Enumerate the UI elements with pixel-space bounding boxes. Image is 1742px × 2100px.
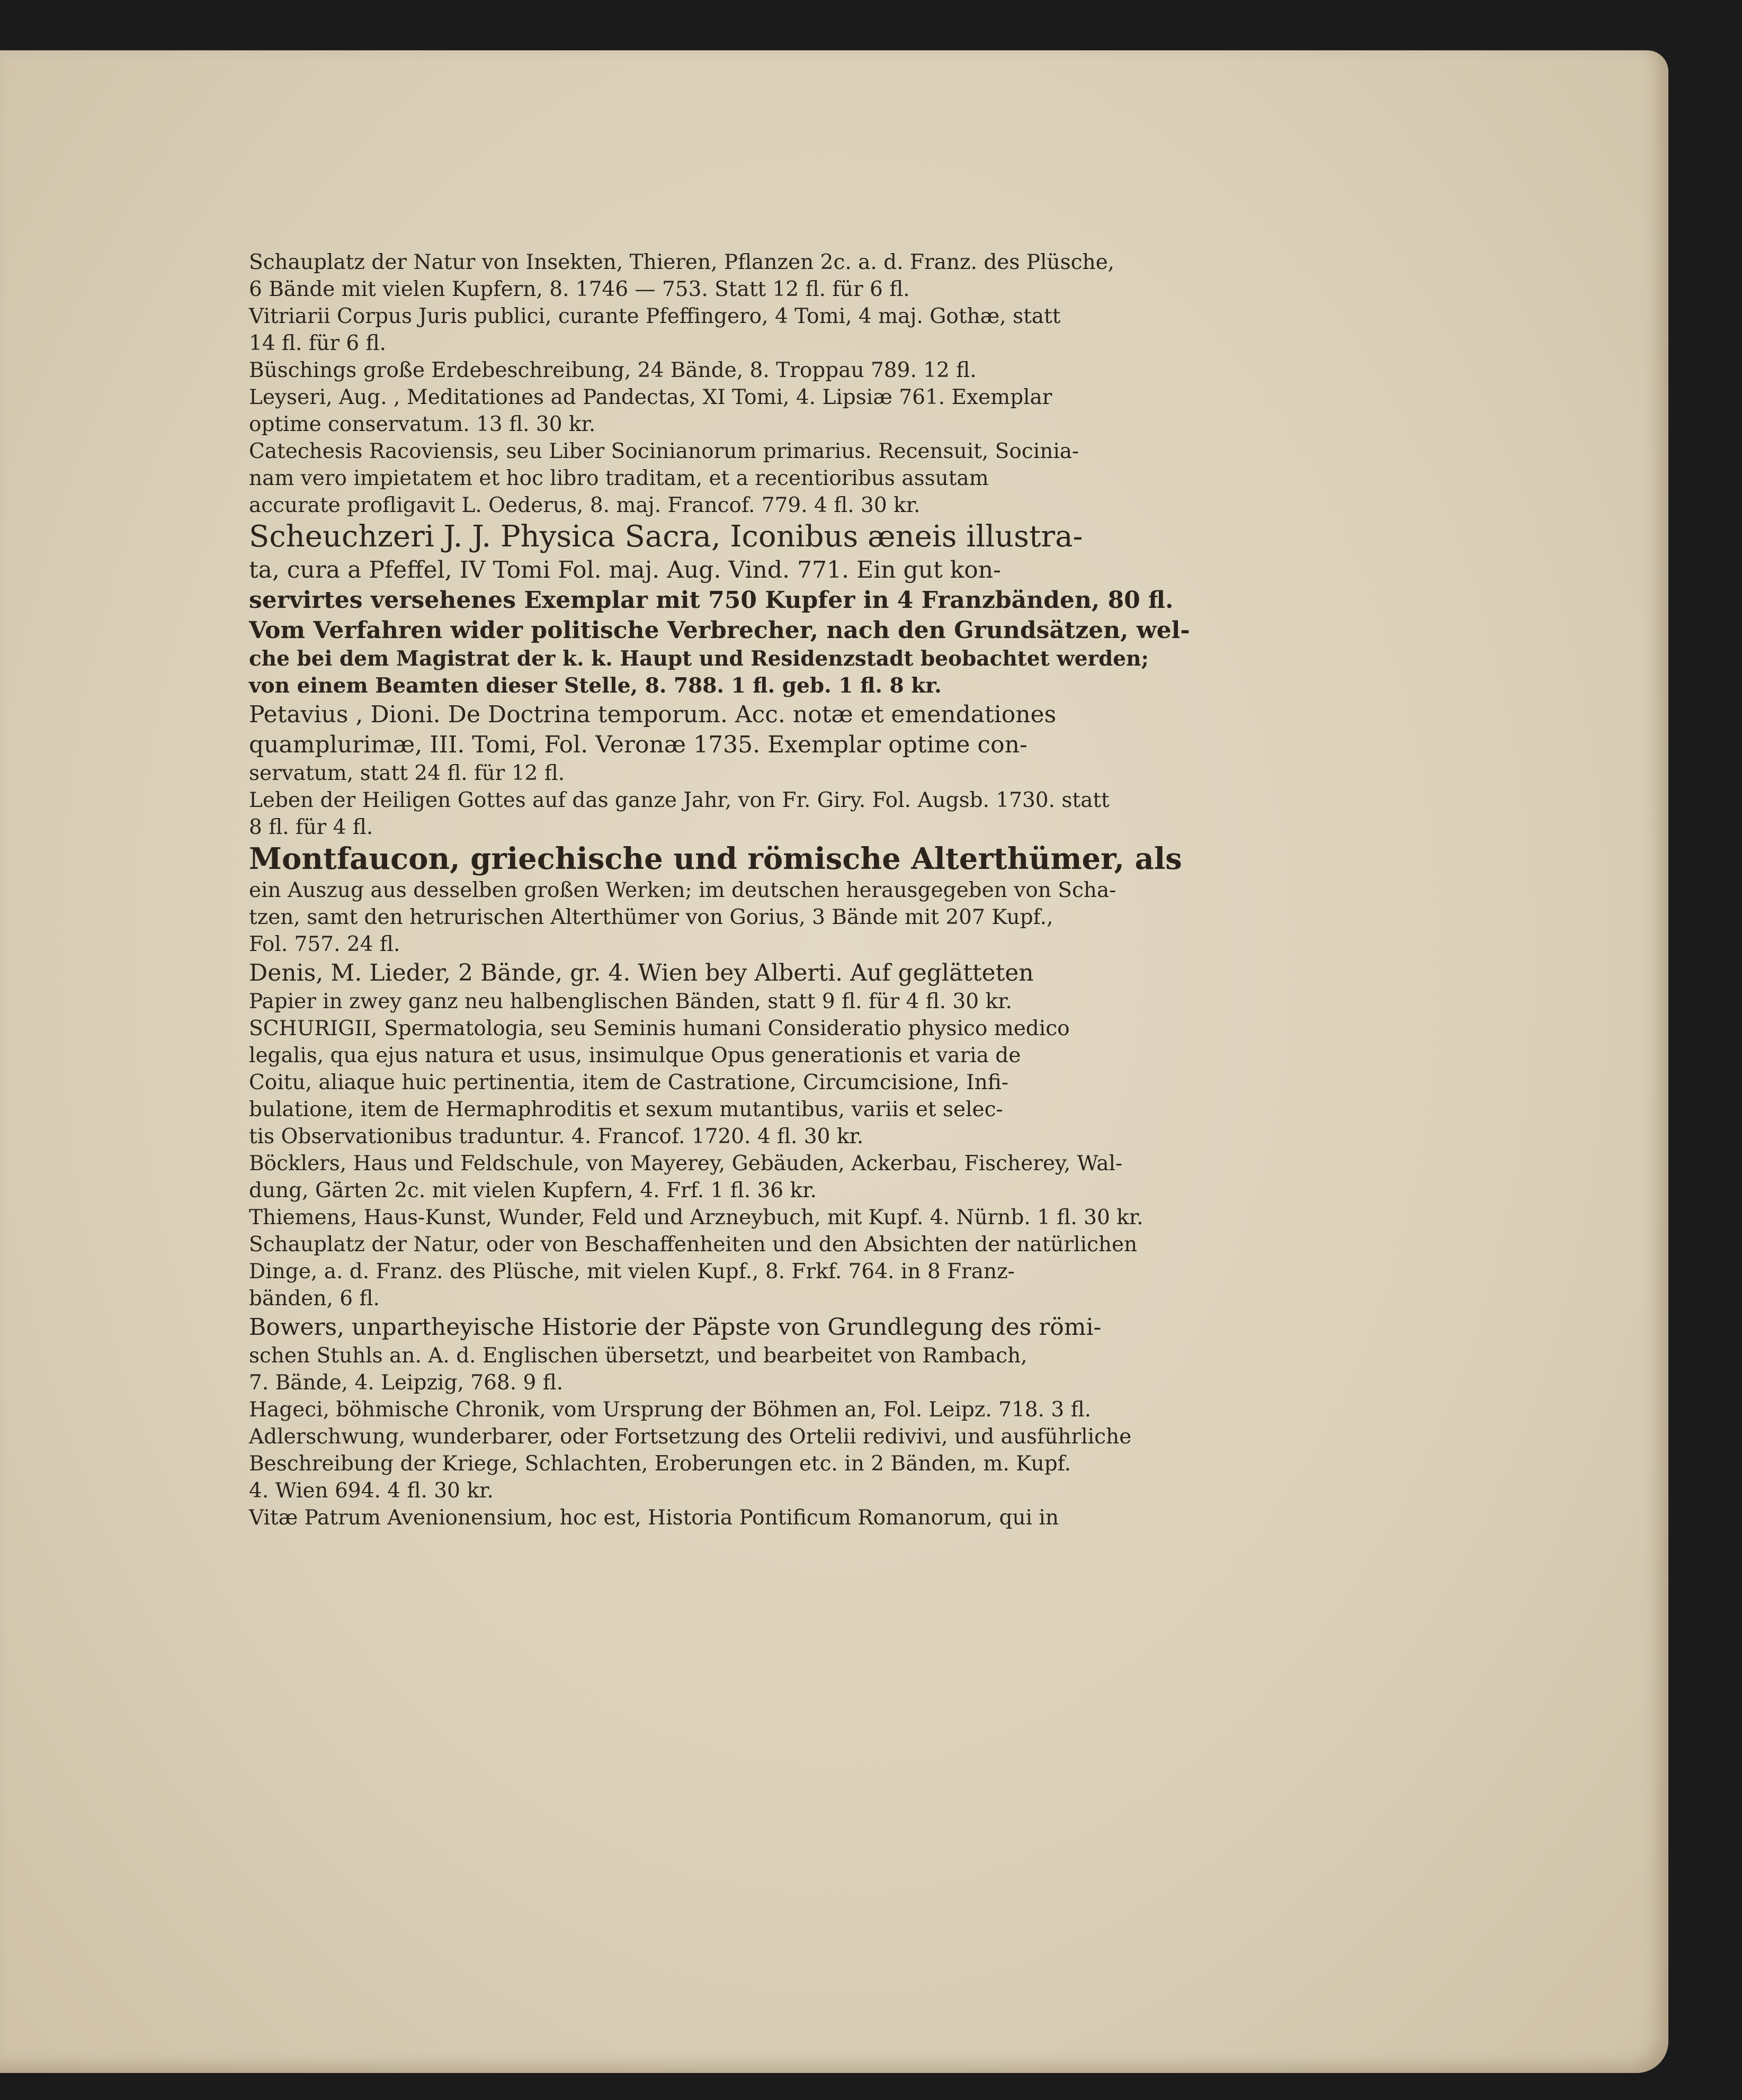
entry-line: tis Observationibus traduntur. 4. Francof. 1720. 4 fl. 30 kr. [249,1125,864,1148]
entry-line: 7. Bände, 4. Leipzig, 768. 9 fl. [249,1371,564,1395]
list-item [249,1150,1356,1204]
list-item [249,1396,1356,1423]
list-item [249,615,1356,699]
list-item [249,787,1356,841]
entry-line: bulatione, item de Hermaphroditis et sexum mutantibus, variis et selec- [249,1098,1003,1121]
entry-line: Catechesis Racoviensis, seu Liber Socinianorum primarius. Recensuit, Socinia- [249,439,1079,463]
entry-line: Büschings große Erdebeschreibung, 24 Bände, 8. Troppau 789. 12 fl. [249,358,977,382]
entry-line: servatum, statt 24 fl. für 12 fl. [249,761,565,785]
entry-line: 14 fl. für 6 fl. [249,331,387,355]
list-item [249,1015,1356,1150]
entry-line: Dinge, a. d. Franz. des Plüsche, mit vielen Kupf., 8. Frkf. 764. in 8 Franz- [249,1260,1015,1284]
entry-line: SCHURIGII, Spermatologia, seu Seminis humani Consideratio physico medico [249,1017,1070,1040]
entry-line: che bei dem Magistrat der k. k. Haupt und Residenzstadt beobachtet werden; [249,647,1149,671]
entry-line: Schauplatz der Natur, oder von Beschaffenheiten und den Absichten der natürlichen [249,1233,1138,1257]
list-item [249,519,1356,615]
entry-line: Coitu, aliaque huic pertinentia, item de Castratione, Circumcisione, Infi- [249,1071,1008,1094]
entry-line: Thiemens, Haus-Kunst, Wunder, Feld und Arzneybuch, mit Kupf. 4. Nürnb. 1 fl. 30 kr. [249,1206,1144,1230]
entry-line: ta, cura a Pfeffel, IV Tomi Fol. maj. Aug. Vind. 771. Ein gut kon- [249,557,1001,584]
entry-line: 4. Wien 694. 4 fl. 30 kr. [249,1479,494,1503]
entry-line: nam vero impietatem et hoc libro traditam, et a recentioribus assutam [249,466,989,490]
entry-line: Leyseri, Aug. , Meditationes ad Pandectas, XI Tomi, 4. Lipsiæ 761. Exemplar [249,385,1052,409]
entry-line: schen Stuhls an. A. d. Englischen übersetzt, und bearbeitet von Rambach, [249,1344,1028,1368]
entry-line: Vitæ Patrum Avenionensium, hoc est, Historia Pontificum Romanorum, qui in [249,1506,1059,1530]
entry-line: Bowers, unpartheyische Historie der Päpste von Grundlegung des römi- [249,1314,1102,1341]
entry-line: Böcklers, Haus und Feldschule, von Mayerey, Gebäuden, Ackerbau, Fischerey, Wal- [249,1152,1123,1175]
entry-line: Leben der Heiligen Gottes auf das ganze Jahr, von Fr. Giry. Fol. Augsb. 1730. statt [249,788,1110,812]
entry-line: optime conservatum. 13 fl. 30 kr. [249,412,596,436]
entry-line: accurate profligavit L. Oederus, 8. maj. Francof. 779. 4 fl. 30 kr. [249,493,921,517]
list-item [249,1231,1356,1312]
entry-line: quamplurimæ, III. Tomi, Fol. Veronæ 1735. Exemplar optime con- [249,731,1028,758]
list-item [249,303,1356,357]
entry-line: 8 fl. für 4 fl. [249,815,373,839]
list-item [249,1504,1356,1531]
list-item [249,384,1356,438]
list-item [249,438,1356,519]
entry-line: tzen, samt den hetrurischen Alterthümer von Gorius, 3 Bände mit 207 Kupf., [249,905,1053,929]
list-item [249,357,1356,384]
list-item [249,1423,1356,1504]
list-item [249,249,1356,303]
list-item [249,841,1356,958]
entry-line: Denis, M. Lieder, 2 Bände, gr. 4. Wien bey Alberti. Auf geglätteten [249,959,1034,986]
entry-line: Adlerschwung, wunderbarer, oder Fortsetzung des Ortelii redivivi, und ausführliche [249,1425,1132,1449]
entry-line: legalis, qua ejus natura et usus, insimulque Opus generationis et varia de [249,1044,1021,1067]
entry-line: Fol. 757. 24 fl. [249,932,400,956]
entry-line: servirtes versehenes Exemplar mit 750 Kupfer in 4 Franzbänden, 80 fl. [249,587,1174,614]
entry-line: Beschreibung der Kriege, Schlachten, Eroberungen etc. in 2 Bänden, m. Kupf. [249,1452,1071,1476]
entry-line: 6 Bände mit vielen Kupfern, 8. 1746 — 753. Statt 12 fl. für 6 fl. [249,277,910,301]
list-item [249,1204,1356,1231]
entry-line: bänden, 6 fl. [249,1287,380,1311]
entry-line: Hageci, böhmische Chronik, vom Ursprung der Böhmen an, Fol. Leipz. 718. 3 fl. [249,1398,1091,1422]
entry-line: dung, Gärten 2c. mit vielen Kupfern, 4. Frf. 1 fl. 36 kr. [249,1179,817,1202]
entry-line: Scheuchzeri J. J. Physica Sacra, Iconibus æneis illustra- [249,519,1083,554]
entry-line: Montfaucon, griechische und römische Alterthümer, als [249,841,1182,876]
entry-line: Vitriarii Corpus Juris publici, curante Pfeffingero, 4 Tomi, 4 maj. Gothæ, statt [249,304,1061,328]
list-item [249,958,1356,1015]
book-list [249,249,1356,1531]
entry-line: Petavius , Dioni. De Doctrina temporum. Acc. notæ et emendationes [249,701,1057,728]
entry-line: von einem Beamten dieser Stelle, 8. 788. 1 fl. geb. 1 fl. 8 kr. [249,674,942,698]
entry-line: ein Auszug aus desselben großen Werken; im deutschen herausgegeben von Scha- [249,878,1116,902]
list-item [249,1312,1356,1396]
entry-line: Papier in zwey ganz neu halbenglischen Bänden, statt 9 fl. für 4 fl. 30 kr. [249,990,1012,1013]
list-item [249,699,1356,787]
entry-line: Schauplatz der Natur von Insekten, Thieren, Pflanzen 2c. a. d. Franz. des Plüsche, [249,250,1115,274]
entry-line: Vom Verfahren wider politische Verbrecher, nach den Grundsätzen, wel- [249,617,1190,644]
